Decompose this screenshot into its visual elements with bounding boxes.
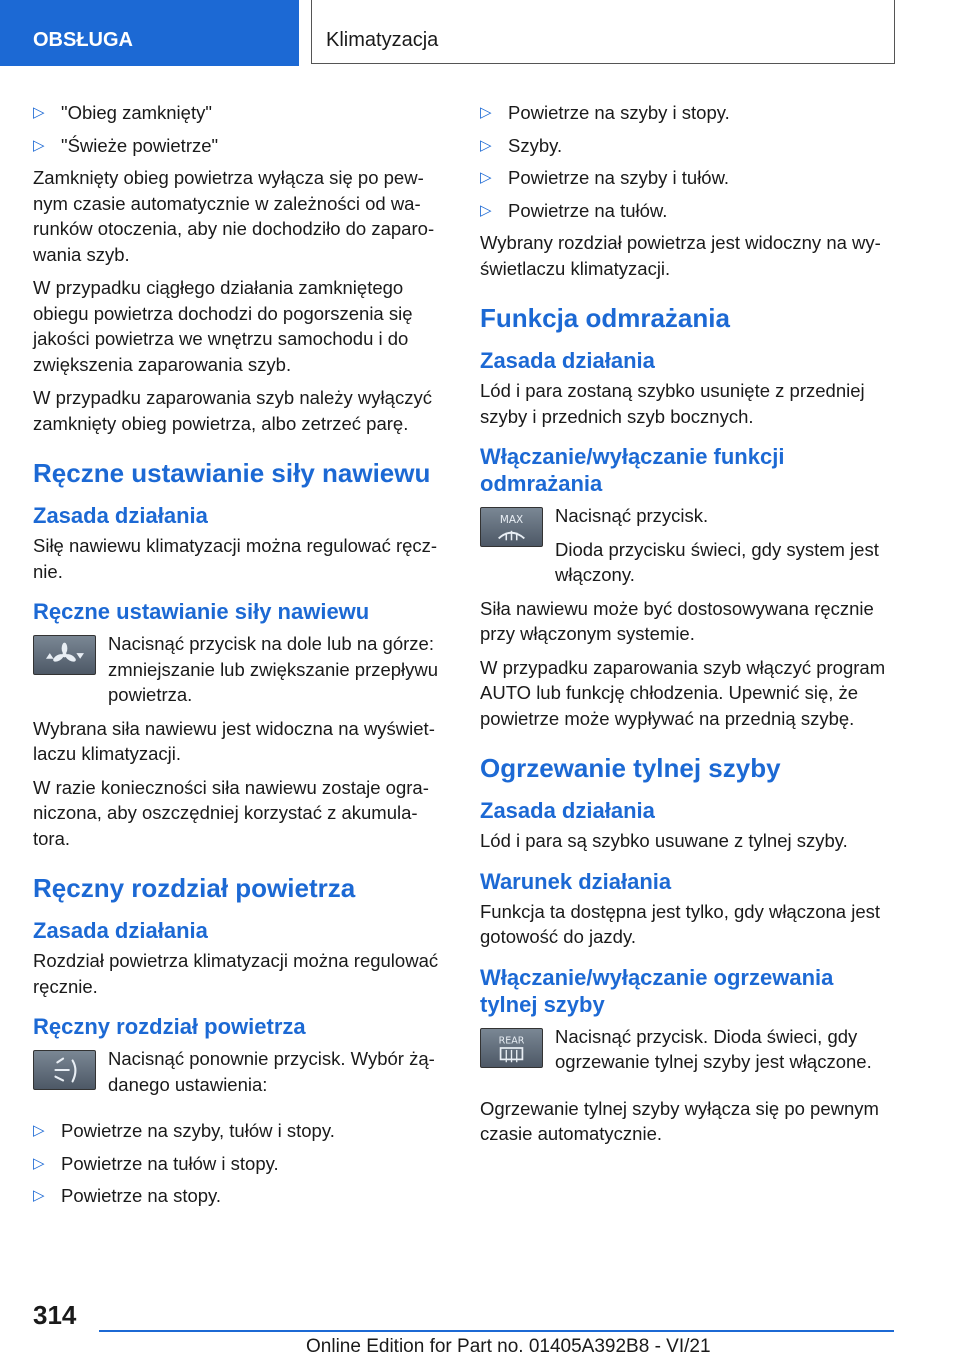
button-instruction	[33, 1046, 445, 1110]
subsection-heading: Zasada działania	[480, 348, 655, 373]
list-item: ▷ "Świeże powietrze"	[33, 133, 445, 159]
section-tab[interactable]: OBSŁUGA	[0, 0, 299, 66]
right-column	[480, 100, 892, 1155]
rear-window-heating-icon	[481, 1029, 542, 1067]
page-number: 314	[33, 1300, 77, 1330]
air-distribution-icon	[34, 1051, 95, 1089]
triangle-bullet-icon: ▷	[480, 169, 492, 186]
paragraph: Rozdział powietrza klimatyzacji można regulować ręcznie.	[33, 950, 439, 997]
subsection-heading: Włączanie/wyłączanie funkcji odmrażania	[480, 444, 785, 496]
subsection-heading: Włączanie/wyłączanie ogrzewania tylnej szyby	[480, 964, 834, 1017]
instruction-text: Nacisnąć przycisk na dole lub na górze: zmniejszanie lub zwiększanie przepływu powietrza.	[108, 633, 439, 705]
triangle-bullet-icon: ▷	[33, 1187, 45, 1204]
button-instruction	[480, 1024, 892, 1088]
fan-icon	[34, 636, 95, 674]
triangle-bullet-icon: ▷	[480, 136, 492, 154]
subsection-heading: Zasada działania	[33, 918, 208, 943]
paragraph: Wybrana siła nawiewu jest widoczna na wyświetlaczu klimatyzacji.	[33, 717, 435, 764]
list-item: ▷ Powietrze na tułów i stopy.	[33, 1151, 445, 1177]
subsection-heading: Warunek działania	[480, 868, 672, 894]
paragraph: Lód i para są szybko usuwane z tylnej szyby.	[480, 830, 848, 851]
triangle-bullet-icon: ▷	[480, 201, 492, 219]
rear-defrost-button-image	[480, 1028, 543, 1068]
paragraph: Wybrany rozdział powietrza jest widoczny na wyświetlaczu klimatyzacji.	[480, 232, 881, 279]
section-heading: Ręczne ustawianie siły nawiewu	[33, 458, 431, 488]
button-instruction	[480, 503, 892, 588]
max-button-label: MAX	[499, 514, 524, 527]
section-heading: Ręczny rozdział powietrza	[33, 873, 356, 903]
paragraph: Zamknięty obieg powietrza wyłącza się po pewnym czasie automatycznie w zależności od warunków otoczenia, aby nie dochodziło do zaparowania szyb.	[33, 167, 435, 265]
list-item: ▷ "Obieg zamknięty"	[33, 100, 445, 126]
list-item: ▷ Powietrze na szyby i stopy.	[480, 100, 892, 126]
left-column	[33, 100, 445, 1216]
blower-button-image	[33, 635, 96, 675]
paragraph: Lód i para zostaną szybko usunięte z przedniej szyby i przednich szyb bocznych.	[480, 380, 865, 427]
paragraph: Funkcja ta dostępna jest tylko, gdy włączona jest gotowość do jazdy.	[480, 900, 881, 947]
max-defrost-button-image	[480, 507, 543, 547]
instruction-text: Nacisnąć ponownie przycisk. Wybór żądanego ustawienia:	[108, 1048, 435, 1095]
list-item: ▷ Powietrze na stopy.	[33, 1183, 445, 1209]
paragraph: W razie konieczności siła nawiewu zostaje ograniczona, aby oszczędniej korzystać z akumulatora.	[33, 776, 429, 849]
paragraph: Siłę nawiewu klimatyzacji można regulować ręcznie.	[33, 535, 438, 582]
section-heading: Funkcja odmrażania	[480, 303, 730, 333]
air-distribution-button-image	[33, 1050, 96, 1090]
instruction-text: Dioda przycisku świeci, gdy system jest włączony.	[555, 538, 879, 585]
triangle-bullet-icon: ▷	[33, 104, 45, 121]
triangle-bullet-icon: ▷	[33, 136, 45, 154]
page-header	[0, 0, 960, 66]
paragraph: W przypadku ciągłego działania zamkniętego obiegu powietrza dochodzi do pogorszenia się jakości powietrza we wnętrzu samochodu i do zwiększenia zaparowania szyb.	[33, 277, 413, 375]
instruction-text: Nacisnąć przycisk. Dioda świeci, gdy ogrzewanie tylnej szyby jest włączone.	[555, 1025, 872, 1072]
list-item: ▷ Powietrze na szyby i tułów.	[480, 165, 892, 191]
list-item: ▷ Powietrze na tułów.	[480, 198, 892, 224]
paragraph: W przypadku zaparowania szyb włączyć program AUTO lub funkcję chłodzenia. Upewnić się, że powietrze może wypływać na przednią szybę.	[480, 656, 886, 729]
subsection-heading: Zasada działania	[33, 503, 208, 528]
paragraph: Ogrzewanie tylnej szyby wyłącza się po pewnym czasie automatycznie.	[480, 1097, 879, 1144]
subsection-heading: Ręczne ustawianie siły nawiewu	[33, 599, 370, 624]
footer-edition[interactable]: Online Edition for Part no. 01405A392B8 - VI/21	[306, 1336, 711, 1357]
subsection-heading: Zasada działania	[480, 798, 655, 823]
triangle-bullet-icon: ▷	[33, 1122, 45, 1139]
list-item: ▷ Szyby.	[480, 133, 892, 159]
rear-button-label: REAR	[498, 1034, 525, 1046]
chapter-tab[interactable]: Klimatyzacja	[311, 0, 895, 64]
button-instruction	[33, 631, 445, 708]
paragraph: Siła nawiewu może być dostosowywana ręcznie przy włączonym systemie.	[480, 597, 874, 644]
section-heading: Ogrzewanie tylnej szyby	[480, 753, 781, 783]
triangle-bullet-icon: ▷	[480, 104, 492, 121]
paragraph: W przypadku zaparowania szyb należy wyłączyć zamknięty obieg powietrza, albo zetrzeć parę.	[33, 387, 432, 434]
subsection-heading: Ręczny rozdział powietrza	[33, 1014, 306, 1039]
instruction-text: Nacisnąć przycisk.	[555, 505, 709, 526]
triangle-bullet-icon: ▷	[33, 1154, 45, 1172]
list-item: ▷ Powietrze na szyby, tułów i stopy.	[33, 1118, 445, 1144]
footer-divider	[99, 1330, 894, 1332]
defrost-icon	[481, 508, 542, 546]
